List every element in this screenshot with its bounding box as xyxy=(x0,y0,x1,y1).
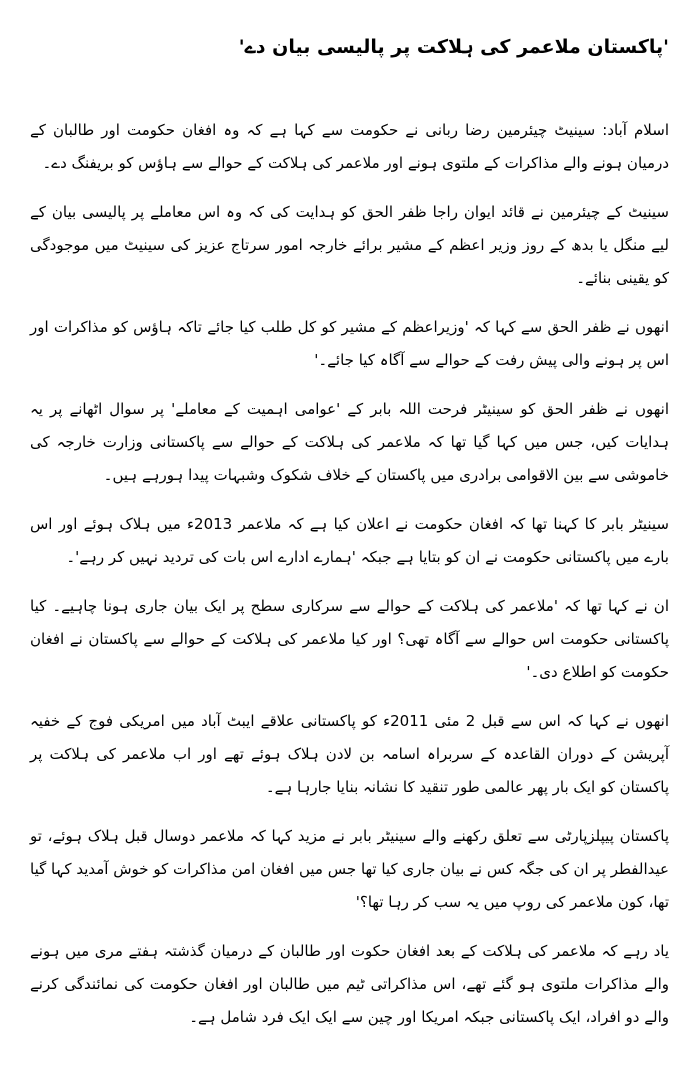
article-paragraph: پاکستان پیپلزپارٹی سے تعلق رکھنے والے سینیٹر بابر نے مزید کہا کہ ملاعمر دوسال قبل ہلاک ہوئے، تو عیدالفطر پر ان کی جگہ کس نے بیان جاری کیا تھا جس میں افغان امن مذاکرات کو خوش آمدید کہا گیا تھا، کون ملاعمر کی روپ میں یہ سب کر رہا تھا؟' xyxy=(30,827,669,911)
article-paragraph: یاد رہے کہ ملاعمر کی ہلاکت کے بعد افغان حکوت اور طالبان کے درمیان گذشتہ ہفتے مری میں ہونے والے مذاکرات ملتوی ہو گئے تھے، اس مذاکراتی ٹیم میں طالبان اور افغان حکومت کی نمائندگی کرنے والے دو افراد، ایک پاکستانی جبکہ امریکا اور چین سے ایک ایک فرد شامل ہے۔ xyxy=(30,942,669,1026)
article-headline: 'پاکستان ملاعمر کی ہلاکت پر پالیسی بیان دے' xyxy=(238,36,669,58)
article-paragraph: ان نے کہا تھا کہ 'ملاعمر کی ہلاکت کے حوالے سے سرکاری سطح پر ایک بیان جاری ہونا چاہیے۔ کیا پاکستانی حکومت اس حوالے سے آگاہ تھی؟ اور کیا ملاعمر کی ہلاکت کے حوالے سے پاکستان نے افغان حکومت کو اطلاع دی۔' xyxy=(30,597,669,681)
article-paragraph: انھوں نے ظفر الحق سے کہا کہ 'وزیراعظم کے مشیر کو کل طلب کیا جائے تاکہ ہاؤس کو مذاکرات اور اس پر ہونے والی پیش رفت کے حوالے سے آگاہ کیا جائے۔' xyxy=(30,318,669,369)
article-paragraph: اسلام آباد: سینیٹ چیئرمین رضا ربانی نے حکومت سے کہا ہے کہ وہ افغان حکومت اور طالبان کے درمیان ہونے والے مذاکرات کے ملتوی ہونے اور ملاعمر کی ہلاکت کے حوالے سے ہاؤس کو بریفنگ دے۔ xyxy=(30,121,669,172)
article-body xyxy=(30,114,669,1034)
article-paragraph: انھوں نے کہا کہ اس سے قبل 2 مئی 2011ء کو پاکستانی علاقے ایبٹ آباد میں امریکی فوج کے خفیہ آپریشن کے دوران القاعدہ کے سربراہ اسامہ بن لادن ہلاک ہوئے تھے اور اب ملاعمر کی ہلاکت پر پاکستان کو ایک بار پھر عالمی طور تنقید کا نشانہ بنایا جارہا ہے۔ xyxy=(30,712,670,796)
article-paragraph: انھوں نے ظفر الحق کو سینیٹر فرحت اللہ بابر کے 'عوامی اہمیت کے معاملے' پر سوال اٹھانے پر یہ ہدایات کیں، جس میں کہا گیا تھا کہ ملاعمر کی ہلاکت کے حوالے سے پاکستانی وزارت خارجہ کی خاموشی سے بین الاقوامی برادری میں پاکستان کے خلاف شکوک وشبہات پیدا ہورہے ہیں۔ xyxy=(30,400,669,484)
article-paragraph: سینیٹ کے چیئرمین نے قائد ایوان راجا ظفر الحق کو ہدایت کی کہ وہ اس معاملے پر پالیسی بیان کے لیے منگل یا بدھ کے روز وزیر اعظم کے مشیر برائے خارجہ امور سرتاج عزیز کی سینیٹ میں موجودگی کو یقینی بنائے۔ xyxy=(30,203,669,287)
article-paragraph: سینیٹر بابر کا کہنا تھا کہ افغان حکومت نے اعلان کیا ہے کہ ملاعمر 2013ء میں ہلاک ہوئے اور اس بارے میں پاکستانی حکومت نے ان کو بتایا ہے جبکہ 'ہمارے ادارے اس بات کی تردید نہیں کر رہے'۔ xyxy=(30,515,669,566)
